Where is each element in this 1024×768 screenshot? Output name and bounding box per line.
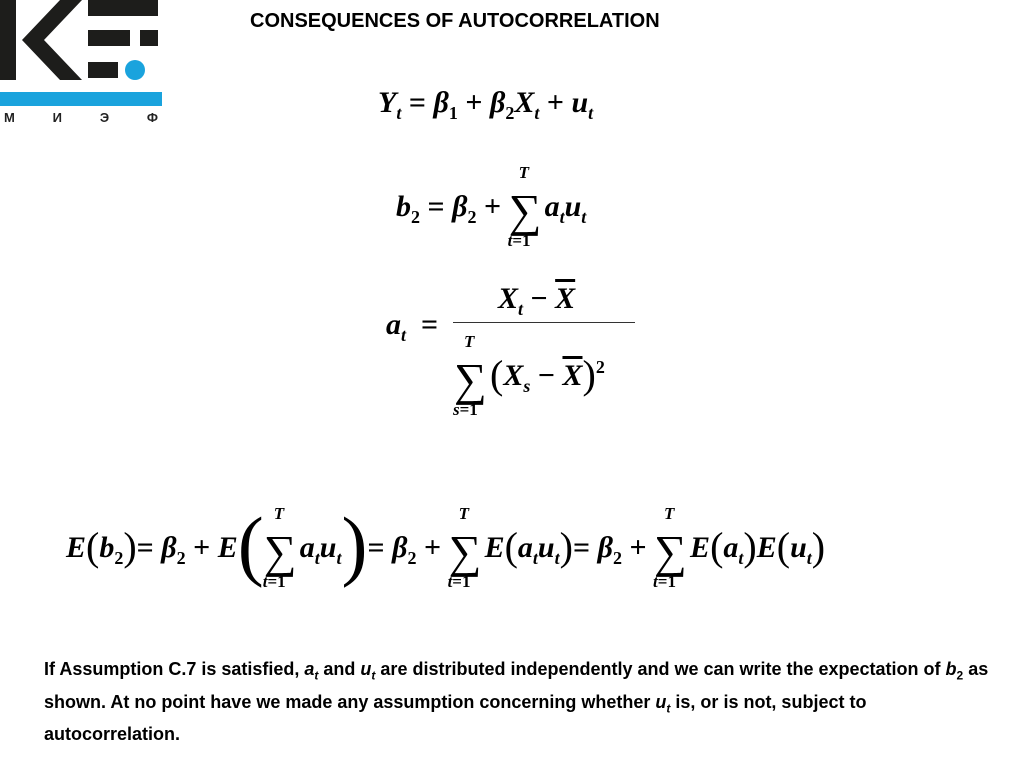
summation-symbol: ∑ T t=1 — [262, 504, 297, 592]
var-subscript: t — [314, 668, 319, 683]
fraction-line — [453, 322, 635, 323]
logo-mark — [0, 0, 162, 92]
equation-weights-denominator: ∑ T s=1 $(X_s - \overline{X})^2$ — [453, 332, 605, 420]
equation-weights-lhs: $a_t$ = — [386, 308, 439, 345]
note-text: as shown. At no point have we made any assumption concerning whether — [44, 659, 989, 712]
note-text: and — [318, 659, 361, 679]
logo-letters — [0, 110, 162, 128]
var-a: a — [304, 659, 315, 679]
var-subscript: 2 — [956, 668, 964, 683]
var-b: b — [945, 659, 957, 679]
equation-slope: $b_2 = \beta_2$ + ∑ T t=1 $a_tu_t$ — [396, 163, 587, 251]
equation-model: $Y_t = \beta_1 + \beta_2X_t + u_t$ — [378, 86, 594, 123]
summation-symbol: ∑ T t=1 — [447, 504, 482, 592]
logo-letter: Э — [99, 110, 110, 125]
logo-letter: Ф — [146, 110, 158, 125]
var-u: u — [655, 691, 667, 712]
equation-weights-numerator: $X_t - \overline{X}$ — [498, 282, 576, 319]
summation-symbol: ∑ T t=1 — [653, 504, 687, 592]
note-text: is, or is not, subject to autocorrelation. — [44, 691, 867, 745]
var-subscript: t — [666, 701, 671, 716]
institution-logo — [0, 0, 162, 128]
summation-symbol: ∑ T t=1 — [507, 163, 542, 251]
logo-letter: И — [52, 110, 62, 125]
note-text: If Assumption C.7 is satisfied, — [44, 659, 305, 679]
var-u: u — [360, 659, 372, 679]
equation-expectation: $E(b_2)= \beta_2 + E$( ∑ T t=1 $a_tu_t)= \beta_2$ + ∑ T t=1 $E(a_tu_t)= \beta_2$ + ∑ T t=1 $E(a_t)E(u_t)$ — [66, 501, 826, 592]
note-text: are distributed independently and we can write the expectation of — [375, 659, 946, 679]
logo-letter: М — [4, 110, 15, 125]
var-subscript: t — [371, 668, 376, 683]
logo-bar — [0, 92, 162, 106]
summation-symbol: ∑ T s=1 — [453, 332, 487, 420]
slide-title: CONSEQUENCES OF AUTOCORRELATION — [250, 10, 660, 32]
explanation-paragraph — [44, 656, 994, 747]
